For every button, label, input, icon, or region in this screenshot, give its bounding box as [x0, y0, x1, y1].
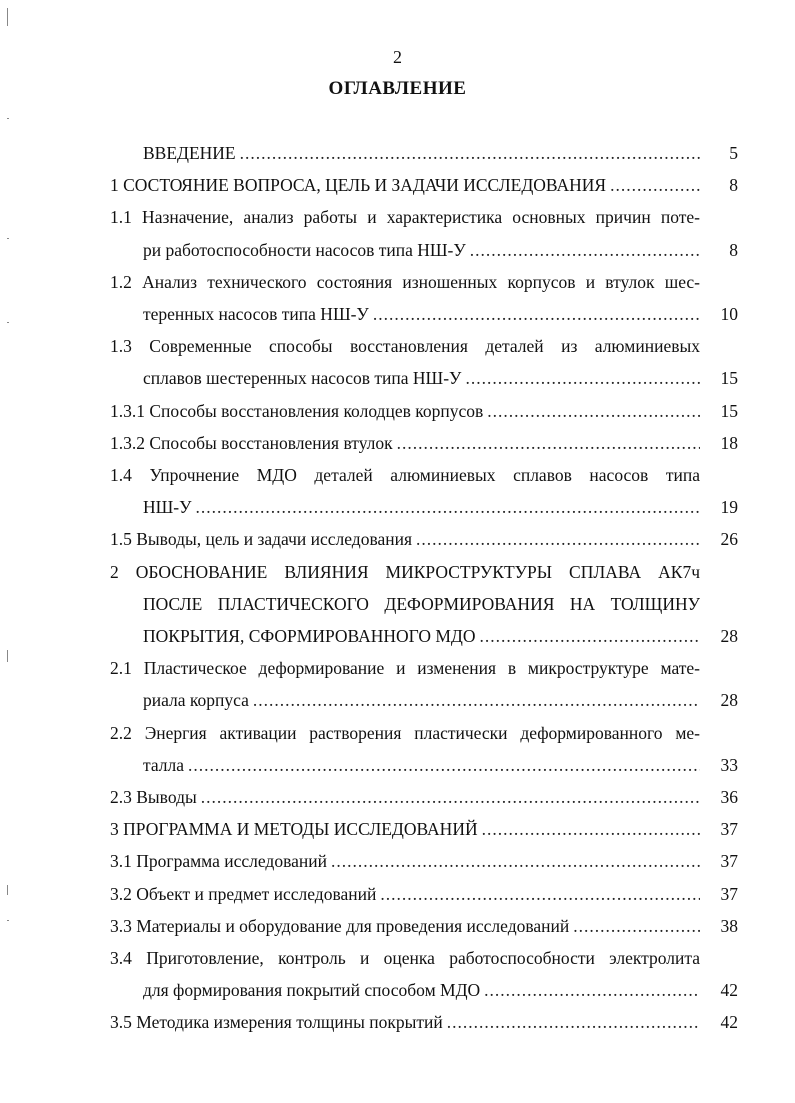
toc-entry-line: [110, 910, 700, 942]
toc-entry-text: для формирования покрытий способом МДО: [143, 980, 481, 1001]
toc-entry-line: [143, 974, 700, 1006]
toc-page-number: 36: [720, 787, 738, 807]
scan-mark: [7, 8, 8, 26]
toc-entry-line-wrapped: 1.4 Упрочнение МДО деталей алюминиевых сплавов насосов типа: [110, 465, 700, 485]
dot-leader: [331, 845, 700, 877]
toc-entry-text: НШ-У: [143, 497, 192, 518]
toc-page-number: 18: [720, 432, 738, 453]
toc-entry-line: [143, 234, 700, 266]
toc-title: ОГЛАВЛЕНИЕ: [328, 78, 467, 99]
toc-entry-line: [143, 298, 700, 330]
dot-leader: [201, 781, 700, 813]
toc-entry-line: [143, 620, 700, 652]
toc-page-number: 15: [720, 400, 738, 421]
toc-page-number: 10: [720, 304, 738, 324]
toc-page-number: 19: [720, 497, 738, 518]
toc-entry-line: [110, 427, 700, 459]
toc-page-number: 37: [720, 883, 738, 904]
toc-entry-text: 1.5 Выводы, цель и задачи исследования: [110, 529, 413, 550]
toc-entry-text: ПОКРЫТИЯ, СФОРМИРОВАННОГО МДО: [143, 626, 476, 646]
toc-page-number: 26: [720, 529, 738, 550]
toc-entry-line: [143, 491, 700, 523]
toc-entry-line-wrapped: 2.2 Энергия активации растворения пластически деформированного ме-: [110, 722, 700, 743]
toc-entry-line-wrapped: 2.1 Пластическое деформирование и изменения в микроструктуре мате-: [110, 658, 700, 679]
scan-mark: [7, 238, 9, 239]
toc-entry-text: талла: [143, 754, 185, 775]
toc-entry-line: [110, 878, 700, 910]
toc-page-number: 5: [729, 143, 738, 163]
toc-entry-line: [143, 137, 700, 169]
toc-entry-line: [110, 1006, 700, 1038]
toc-entry-line-wrapped: 1.1 Назначение, анализ работы и характеристика основных причин поте-: [110, 207, 700, 228]
dot-leader: [610, 169, 700, 201]
dot-leader: [480, 620, 700, 652]
toc-entry-line-wrapped: 1.3 Современные способы восстановления деталей из алюминиевых: [110, 336, 700, 357]
toc-entry-line: [110, 169, 700, 201]
dot-leader: [465, 362, 700, 394]
dot-leader: [397, 427, 700, 459]
toc-page-number: 28: [720, 690, 738, 711]
toc-page-number: 37: [720, 819, 738, 840]
scan-mark: [7, 118, 9, 119]
toc-entry-text: 3.1 Программа исследований: [110, 851, 327, 872]
dot-leader: [240, 137, 700, 169]
page-number: 2: [393, 47, 402, 67]
dot-leader: [447, 1006, 700, 1038]
toc-entry-line: [110, 523, 700, 555]
dot-leader: [188, 749, 700, 781]
toc-entry-text: теренных насосов типа НШ-У: [143, 304, 369, 324]
toc-entry-line: [110, 781, 700, 813]
toc-entry-text: 2.3 Выводы: [110, 787, 197, 807]
toc-entry-text: 3 ПРОГРАММА И МЕТОДЫ ИССЛЕДОВАНИЙ: [110, 819, 478, 840]
toc-entry-text: 1.3.1 Способы восстановления колодцев корпусов: [110, 400, 484, 421]
toc-entry-text: 3.3 Материалы и оборудование для проведения исследований: [110, 915, 570, 936]
toc-page-number: 42: [720, 980, 738, 1001]
scan-mark: [7, 920, 9, 921]
dot-leader: [253, 684, 700, 716]
dot-leader: [573, 910, 700, 942]
toc-entry-text: сплавов шестеренных насосов типа НШ-У: [143, 368, 462, 389]
toc-entry-line: [143, 684, 700, 716]
toc-page-number: 8: [729, 239, 738, 260]
toc-entry-text: 3.2 Объект и предмет исследований: [110, 883, 377, 904]
scan-mark: [7, 650, 8, 662]
toc-entry-text: 3.5 Методика измерения толщины покрытий: [110, 1012, 443, 1033]
toc-page-number: 38: [720, 915, 738, 936]
toc-entry-line: [143, 749, 700, 781]
toc-entry-text: риала корпуса: [143, 690, 249, 711]
toc-page-number: 28: [720, 626, 738, 646]
toc-entry-line: [110, 845, 700, 877]
toc-page-number: 15: [720, 368, 738, 389]
toc-entry-text: 1 СОСТОЯНИЕ ВОПРОСА, ЦЕЛЬ И ЗАДАЧИ ИССЛЕДОВАНИЯ: [110, 175, 607, 196]
toc-page-number: 42: [720, 1012, 738, 1033]
toc-entry-text: 1.3.2 Способы восстановления втулок: [110, 432, 393, 453]
dot-leader: [482, 813, 700, 845]
toc-page-number: 8: [729, 175, 738, 196]
toc-entry-line: [110, 395, 700, 427]
toc-entry-line-wrapped: 3.4 Приготовление, контроль и оценка работоспособности электролита: [110, 948, 700, 968]
toc-entry-line-wrapped: 1.2 Анализ технического состояния изношенных корпусов и втулок шес-: [110, 271, 700, 292]
scan-mark: [7, 885, 8, 895]
toc-entry-line-wrapped: ПОСЛЕ ПЛАСТИЧЕСКОГО ДЕФОРМИРОВАНИЯ НА ТОЛЩИНУ: [143, 593, 700, 614]
toc-entry-line: [110, 813, 700, 845]
dot-leader: [416, 523, 700, 555]
toc-page-number: 33: [720, 754, 738, 775]
scan-mark: [7, 322, 9, 323]
dot-leader: [470, 234, 700, 266]
toc-page-number: 37: [720, 851, 738, 872]
dot-leader: [484, 974, 700, 1006]
dot-leader: [373, 298, 700, 330]
dot-leader: [487, 395, 700, 427]
toc-entry-line: [143, 362, 700, 394]
dot-leader: [380, 878, 700, 910]
toc-entry-text: ВВЕДЕНИЕ: [143, 143, 236, 163]
toc-entry-line-wrapped: 2 ОБОСНОВАНИЕ ВЛИЯНИЯ МИКРОСТРУКТУРЫ СПЛАВА АК7ч: [110, 561, 700, 582]
dot-leader: [196, 491, 700, 523]
toc-entry-text: ри работоспособности насосов типа НШ-У: [143, 239, 466, 260]
